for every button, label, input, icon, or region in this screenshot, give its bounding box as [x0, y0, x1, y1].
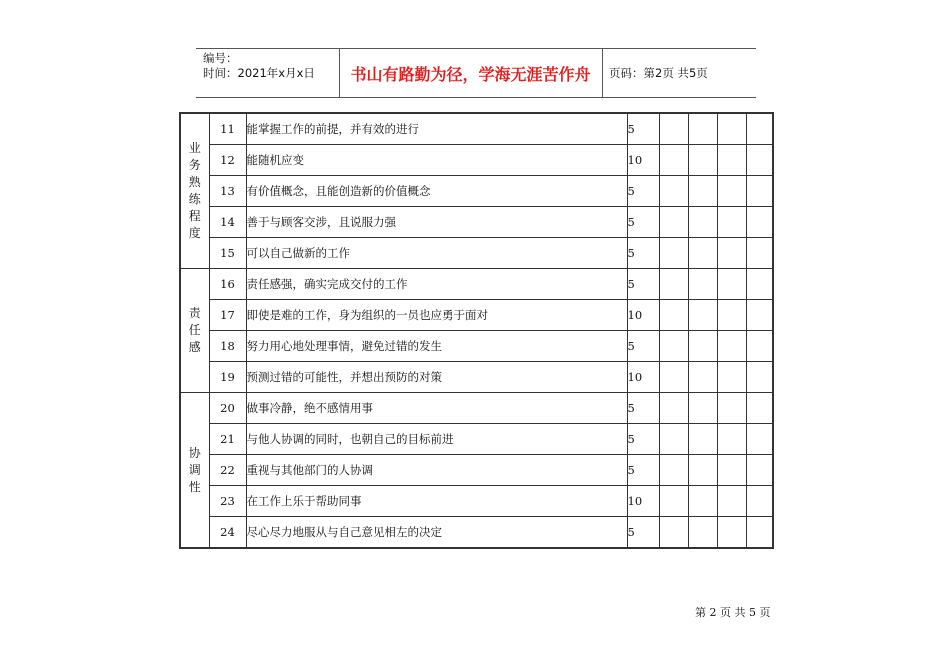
rating-cell[interactable]: [717, 300, 746, 331]
rating-cell[interactable]: [717, 145, 746, 176]
rating-cell[interactable]: [688, 393, 717, 424]
rating-cell[interactable]: [688, 424, 717, 455]
item-score: 10: [627, 362, 659, 393]
item-score: 5: [627, 238, 659, 269]
rating-cell[interactable]: [688, 362, 717, 393]
rating-cell[interactable]: [717, 455, 746, 486]
rating-cell[interactable]: [746, 486, 773, 517]
table-row: [180, 145, 773, 176]
rating-cell[interactable]: [717, 207, 746, 238]
table-row: [180, 455, 773, 486]
category-label: 责任感: [180, 269, 209, 393]
item-description: 能随机应变: [246, 145, 627, 176]
rating-cell[interactable]: [659, 331, 688, 362]
rating-cell[interactable]: [659, 238, 688, 269]
rating-cell[interactable]: [688, 238, 717, 269]
table-row: [180, 517, 773, 549]
item-description: 重视与其他部门的人协调: [246, 455, 627, 486]
rating-cell[interactable]: [717, 517, 746, 549]
rating-cell[interactable]: [688, 207, 717, 238]
item-description: 有价值概念，且能创造新的价值概念: [246, 176, 627, 207]
rating-cell[interactable]: [717, 269, 746, 300]
item-number: 19: [209, 362, 246, 393]
item-number: 21: [209, 424, 246, 455]
table-row: [180, 424, 773, 455]
rating-cell[interactable]: [659, 393, 688, 424]
item-score: 10: [627, 486, 659, 517]
header-meta: [203, 51, 315, 81]
table-row: [180, 207, 773, 238]
number-label: 编号：: [203, 51, 238, 65]
rating-cell[interactable]: [717, 424, 746, 455]
category-label: 业务熟练程度: [180, 113, 209, 269]
header-slogan: 书山有路勤为径，学海无涯苦作舟: [350, 64, 591, 84]
rating-cell[interactable]: [746, 517, 773, 549]
category-label: 协调性: [180, 393, 209, 549]
rating-cell[interactable]: [746, 145, 773, 176]
rating-cell[interactable]: [688, 113, 717, 145]
item-number: 11: [209, 113, 246, 145]
item-description: 与他人协调的同时，也朝自己的目标前进: [246, 424, 627, 455]
table-row: [180, 238, 773, 269]
item-score: 5: [627, 424, 659, 455]
rating-cell[interactable]: [688, 517, 717, 549]
item-description: 责任感强，确实完成交付的工作: [246, 269, 627, 300]
rating-cell[interactable]: [746, 455, 773, 486]
rating-cell[interactable]: [659, 486, 688, 517]
item-description: 在工作上乐于帮助同事: [246, 486, 627, 517]
item-description: 努力用心地处理事情，避免过错的发生: [246, 331, 627, 362]
rating-cell[interactable]: [746, 393, 773, 424]
item-score: 5: [627, 393, 659, 424]
table-row: [180, 393, 773, 424]
rating-cell[interactable]: [717, 486, 746, 517]
rating-cell[interactable]: [746, 424, 773, 455]
item-score: 10: [627, 145, 659, 176]
rating-cell[interactable]: [746, 362, 773, 393]
rating-cell[interactable]: [717, 176, 746, 207]
rating-cell[interactable]: [659, 145, 688, 176]
rating-cell[interactable]: [746, 176, 773, 207]
item-number: 13: [209, 176, 246, 207]
item-score: 5: [627, 207, 659, 238]
rating-cell[interactable]: [688, 269, 717, 300]
item-number: 15: [209, 238, 246, 269]
item-score: 10: [627, 300, 659, 331]
rating-cell[interactable]: [717, 113, 746, 145]
rating-cell[interactable]: [659, 207, 688, 238]
rating-cell[interactable]: [746, 238, 773, 269]
rating-cell[interactable]: [746, 300, 773, 331]
item-description: 做事冷静，绝不感情用事: [246, 393, 627, 424]
rating-cell[interactable]: [746, 113, 773, 145]
rating-cell[interactable]: [688, 455, 717, 486]
table-row: [180, 486, 773, 517]
evaluation-table: [179, 112, 774, 549]
item-score: 5: [627, 517, 659, 549]
rating-cell[interactable]: [659, 424, 688, 455]
item-number: 18: [209, 331, 246, 362]
table-row: [180, 300, 773, 331]
table-row: [180, 113, 773, 145]
rating-cell[interactable]: [717, 331, 746, 362]
item-number: 22: [209, 455, 246, 486]
table-row: [180, 331, 773, 362]
rating-cell[interactable]: [746, 331, 773, 362]
table-row: [180, 269, 773, 300]
rating-cell[interactable]: [717, 393, 746, 424]
item-description: 即使是难的工作，身为组织的一员也应勇于面对: [246, 300, 627, 331]
item-number: 23: [209, 486, 246, 517]
item-description: 尽心尽力地服从与自己意见相左的决定: [246, 517, 627, 549]
rating-cell[interactable]: [659, 176, 688, 207]
rating-cell[interactable]: [659, 113, 688, 145]
item-description: 能掌握工作的前提，并有效的进行: [246, 113, 627, 145]
item-score: 5: [627, 269, 659, 300]
rating-cell[interactable]: [659, 269, 688, 300]
rating-cell[interactable]: [717, 238, 746, 269]
item-number: 16: [209, 269, 246, 300]
table-row: [180, 176, 773, 207]
item-score: 5: [627, 331, 659, 362]
rating-cell[interactable]: [688, 300, 717, 331]
rating-cell[interactable]: [659, 455, 688, 486]
item-number: 24: [209, 517, 246, 549]
rating-cell[interactable]: [659, 517, 688, 549]
header-divider: [602, 49, 603, 97]
item-description: 善于与顾客交涉，且说服力强: [246, 207, 627, 238]
header-page-code: 页码：第2页 共5页: [609, 66, 708, 80]
rating-cell[interactable]: [659, 362, 688, 393]
item-description: 可以自己做新的工作: [246, 238, 627, 269]
item-score: 5: [627, 176, 659, 207]
rating-cell[interactable]: [688, 331, 717, 362]
date-label: 时间：2021年x月x日: [203, 66, 315, 80]
item-number: 20: [209, 393, 246, 424]
rating-cell[interactable]: [688, 176, 717, 207]
item-score: 5: [627, 455, 659, 486]
rating-cell[interactable]: [717, 362, 746, 393]
item-number: 12: [209, 145, 246, 176]
rating-cell[interactable]: [659, 300, 688, 331]
item-number: 17: [209, 300, 246, 331]
rating-cell[interactable]: [746, 269, 773, 300]
item-score: 5: [627, 113, 659, 145]
item-description: 预测过错的可能性，并想出预防的对策: [246, 362, 627, 393]
table-row: [180, 362, 773, 393]
page-footer: 第 2 页 共 5 页: [695, 606, 771, 619]
rating-cell[interactable]: [688, 486, 717, 517]
rating-cell[interactable]: [746, 207, 773, 238]
item-number: 14: [209, 207, 246, 238]
page-header: [196, 48, 756, 98]
rating-cell[interactable]: [688, 145, 717, 176]
